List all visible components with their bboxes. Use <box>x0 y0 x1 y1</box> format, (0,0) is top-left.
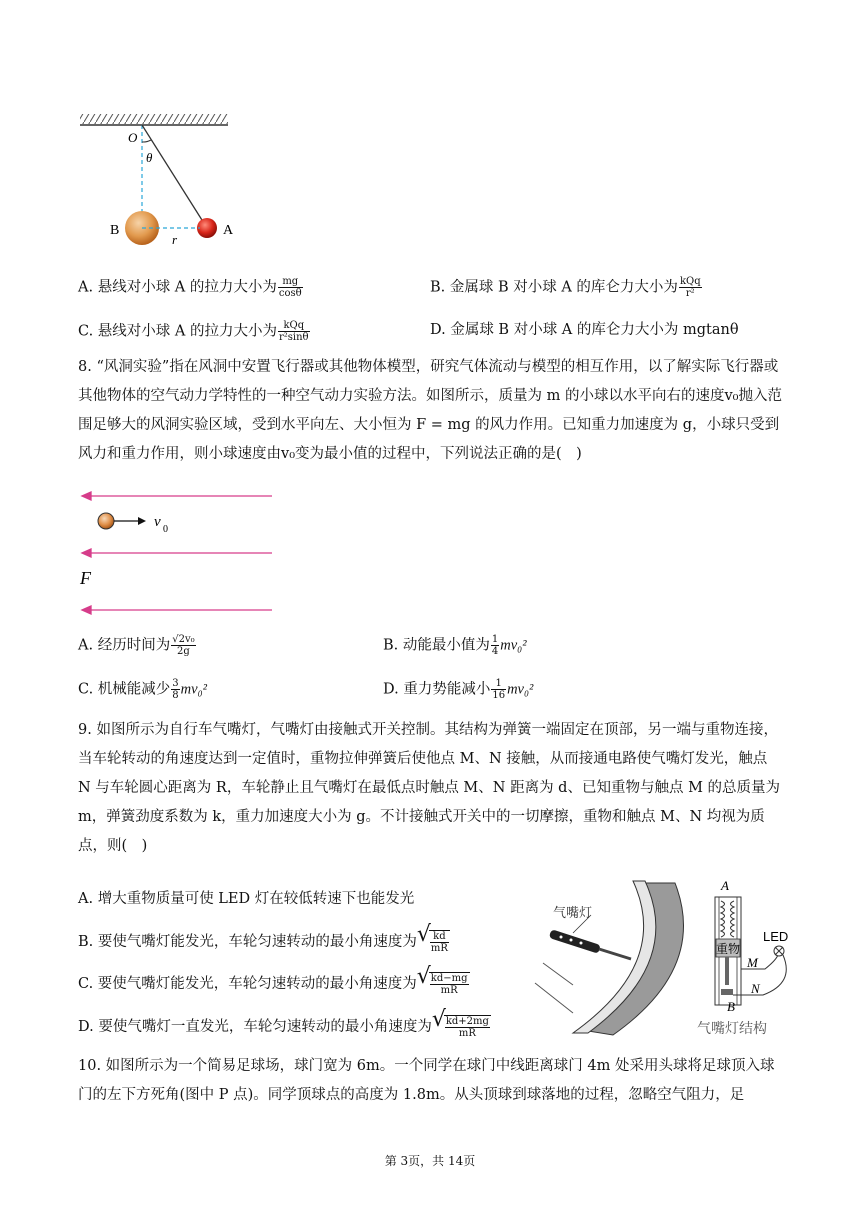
label-r: r <box>172 232 178 247</box>
label-a: A <box>223 223 234 238</box>
page-footer: 第 3页，共 14页 <box>384 1154 476 1168</box>
label-f: F <box>80 568 91 588</box>
wind-tunnel-figure <box>78 486 278 618</box>
pendulum-figure <box>78 112 238 252</box>
label-b: B <box>727 999 735 1014</box>
q7-option-c: C. 悬线对小球 A 的拉力大小为 $\frac{\text{kQq}}{\text{r²sinθ}}$ <box>78 320 309 343</box>
label-n: N <box>751 981 760 996</box>
q9-option-b: B. 要使气嘴灯能发光，车轮匀速转动的最小角速度为 √ $\frac{kd}{mR}$ <box>78 930 450 954</box>
label-v0-sub: 0 <box>163 524 168 535</box>
q8-option-c: C. 机械能减少 $\frac{3}{8}$ mv₀² <box>78 678 207 701</box>
label-lamp: 气嘴灯 <box>553 906 593 921</box>
valve-lamp-figure <box>533 873 795 1041</box>
label-m: M <box>747 955 758 970</box>
label-b: B <box>110 223 120 238</box>
label-led: LED <box>763 929 789 944</box>
figure-caption: 气嘴灯结构 <box>697 1021 767 1037</box>
q7-option-d: D. 金属球 B 对小球 A 的库仑力大小为 mgtanθ <box>430 322 739 338</box>
label-a: A <box>721 878 729 893</box>
label-weight: 重物 <box>716 942 741 956</box>
q7-option-a: A. 悬线对小球 A 的拉力大小为 $\frac{mg}{\cos\theta}$ <box>78 276 302 299</box>
label-theta: θ <box>146 150 153 165</box>
q9-option-a: A. 增大重物质量可使 LED 灯在较低转速下也能发光 <box>78 891 415 907</box>
label-o: O <box>128 130 138 145</box>
q7-option-b: B. 金属球 B 对小球 A 的库仑力大小为 $\frac{\text{kQq}}{\text{r²}}$ <box>430 276 701 299</box>
q9-stem: 9. 如图所示为自行车气嘴灯，气嘴灯由接触式开关控制。其结构为弹簧一端固定在顶部，另一端与重物连接，当车轮转动的角速度达到一定值时，重物拉伸弹簧后使他点 M、N 接触，从而接通电路使气嘴灯发光，触点 N 与车轮圆心距离为 R，车轮静止且气嘴灯在最低点时触点 M、N 距离为 d、已知重物与触点 M 的总质量为 m，弹簧劲度系数为 k，重力加速度大小为 g。不计接触式开关中的一切摩擦，重物和触点 M、N 均视为质点，则( ) <box>78 722 781 854</box>
q8-option-b: B. 动能最小值为 $\frac{1}{4}$ mv₀² <box>383 634 527 657</box>
q8-stem: 8. “风洞实验”指在风洞中安置飞行器或其他物体模型，研究气体流动与模型的相互作用，以了解实际飞行器或其他物体的空气动力学特性的一种空气动力实验方法。如图所示，质量为 m 的小球以水平向右的速度v₀抛入范围足够大的风洞实验区域，受到水平向左、大小恒为 F = mg 的风力作用。已知重力加速度为 g，小球只受到风力和重力作用，则小球速度由v₀变为最小值的过程中，下列说法正确的是( ) <box>78 359 782 462</box>
q10-stem: 10. 如图所示为一个简易足球场，球门宽为 6m。一个同学在球门中线距离球门 4m 处采用头球将足球顶入球门的左下方死角(图中 P 点)。同学顶球点的高度为 1.8m。从头顶球到球落地的过程，忽略空气阻力，足 <box>78 1058 775 1103</box>
q9-option-d: D. 要使气嘴灯一直发光，车轮匀速转动的最小角速度为 √ $\frac{kd+2mg}{mR}$ <box>78 1015 491 1039</box>
label-v0: v <box>154 514 161 530</box>
q8-option-d: D. 重力势能减小 $\frac{1}{16}$ mv₀² <box>383 678 534 701</box>
q8-option-a: A. 经历时间为 $\frac{\text{√2v₀}}{2g}$ <box>78 634 195 657</box>
q9-option-c: C. 要使气嘴灯能发光，车轮匀速转动的最小角速度为 √ $\frac{kd-mg}{mR}$ <box>78 972 470 996</box>
